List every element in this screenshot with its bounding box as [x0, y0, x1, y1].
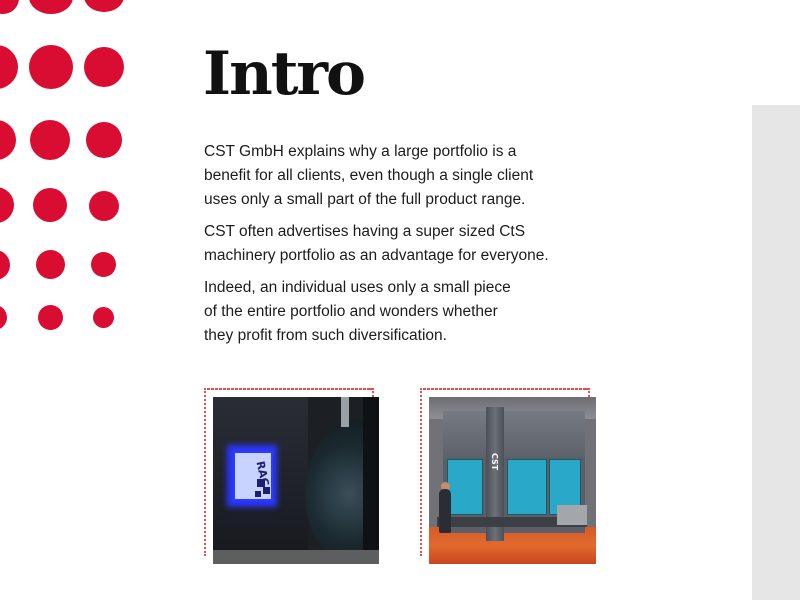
- intro-body: [204, 140, 624, 356]
- machine-detail-photo: [213, 397, 379, 564]
- text-line: CST often advertises having a super sized CtS: [204, 223, 526, 240]
- dot: [0, 187, 14, 223]
- dot: [38, 305, 63, 330]
- decorative-dot-pattern: [0, 0, 160, 360]
- page-title: Intro: [203, 39, 365, 109]
- text-line: CST GmbH explains why a large portfolio is a: [204, 143, 517, 160]
- dot: [93, 307, 114, 328]
- text-line: machinery portfolio as an advantage for everyone.: [204, 247, 549, 264]
- photo-floor: [213, 550, 379, 564]
- dot: [36, 250, 65, 279]
- text-line: uses only a small part of the full product range.: [204, 191, 526, 208]
- paragraph-3: [204, 276, 624, 348]
- dot: [0, 250, 10, 280]
- display-graphic: [255, 491, 261, 497]
- machine-top: [443, 411, 585, 457]
- text-line: of the entire portfolio and wonders whether: [204, 303, 498, 320]
- display-graphic: [263, 487, 270, 494]
- dot: [89, 191, 119, 221]
- machine-logo: CST: [490, 453, 499, 471]
- paragraph-2: [204, 220, 624, 268]
- dot: [84, 0, 124, 12]
- text-line: benefit for all clients, even though a single client: [204, 167, 534, 184]
- dot: [0, 120, 16, 160]
- dot: [33, 188, 67, 222]
- text-line: Indeed, an individual uses only a small piece: [204, 279, 511, 296]
- dot: [30, 120, 70, 160]
- dot: [29, 0, 73, 14]
- dot: [0, 0, 19, 14]
- photo-strip: [341, 397, 349, 427]
- dot: [0, 305, 7, 330]
- side-panel: [752, 105, 800, 600]
- machine-panel: [447, 459, 483, 515]
- text-line: they profit from such diversification.: [204, 327, 447, 344]
- dot: [29, 45, 73, 89]
- dot: [0, 45, 18, 89]
- photo-shade: [363, 397, 379, 564]
- dot: [84, 47, 124, 87]
- dot: [86, 122, 122, 158]
- machine-overview-photo: [429, 397, 596, 564]
- workshop-cart: [557, 505, 587, 525]
- machine-display: [233, 451, 273, 501]
- machine-panel: [507, 459, 547, 515]
- worker-figure: [439, 489, 451, 533]
- paragraph-1: [204, 140, 624, 212]
- dot: [91, 252, 116, 277]
- display-text: RAC: [253, 459, 272, 488]
